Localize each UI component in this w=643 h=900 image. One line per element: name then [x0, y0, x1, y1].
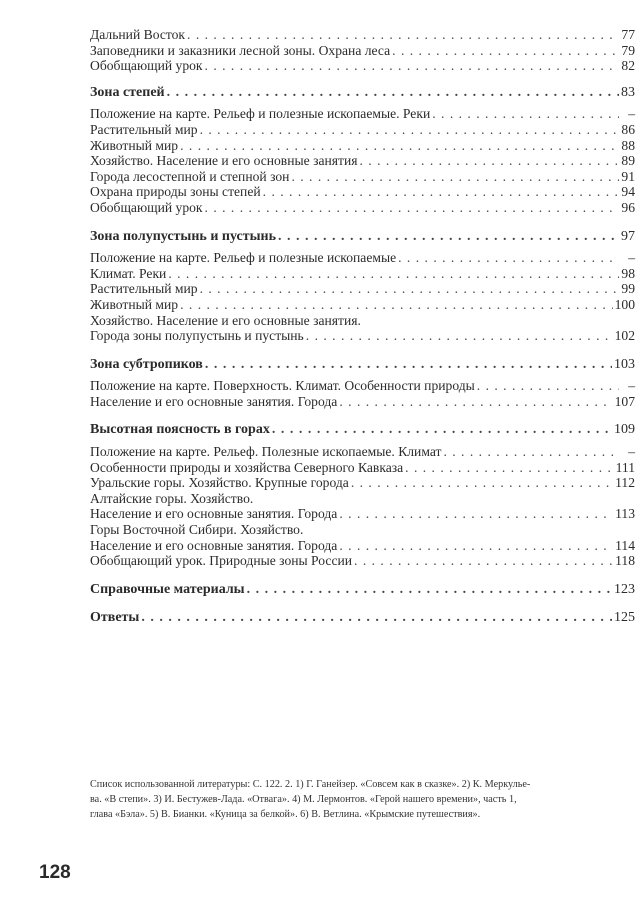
- toc-page-number: 89: [621, 153, 635, 169]
- bibliography-line: ва. «В степи». 3) И. Бестужев-Лада. «Отвага». 4) М. Лермонтов. «Герой нашего времени», часть 1,: [90, 794, 517, 805]
- toc-page-number: 125: [614, 610, 635, 626]
- toc-page-number: 91: [621, 168, 635, 184]
- toc-entry: [90, 506, 635, 522]
- toc-label: Справочные материалы: [90, 581, 245, 597]
- toc-page-number: 113: [615, 506, 635, 522]
- toc-label: Дальний Восток: [90, 27, 186, 42]
- dot-leader: [291, 169, 619, 185]
- toc-label: Особенности природы и хозяйства Северного Кавказа: [90, 459, 404, 475]
- dot-leader: [354, 553, 613, 569]
- toc-label: Горы Восточной Сибири. Хозяйство.: [90, 522, 304, 538]
- toc-page-number: 102: [614, 328, 635, 344]
- toc-label: Хозяйство. Население и его основные занятия: [90, 153, 358, 169]
- dot-leader: [359, 153, 619, 169]
- toc-page-number: 109: [614, 422, 635, 438]
- bibliography-note: [90, 777, 635, 822]
- dot-leader: [187, 27, 619, 43]
- toc-entry: [90, 27, 635, 43]
- toc-label: Население и его основные занятия. Города: [90, 537, 338, 553]
- toc-page-number: –: [628, 378, 635, 394]
- dot-leader: [272, 422, 612, 438]
- bibliography-line: глава «Бэла». 5) В. Бианки. «Куница за белкой». 6) В. Ветлина. «Крымские путешествия».: [90, 809, 481, 820]
- toc-entry: [90, 43, 635, 59]
- toc-entry: [90, 250, 635, 266]
- dot-leader: [339, 538, 613, 554]
- toc-label: Ответы: [90, 610, 140, 626]
- dot-leader: [205, 58, 619, 74]
- dot-leader: [398, 250, 619, 266]
- dot-leader: [247, 582, 612, 598]
- dot-leader: [141, 610, 612, 626]
- toc-page-number: –: [628, 250, 635, 266]
- toc-page-number: 111: [615, 459, 635, 475]
- toc-page-number: 123: [614, 581, 635, 597]
- toc-reference-materials: [90, 582, 635, 598]
- dot-leader: [200, 122, 619, 138]
- dot-leader: [180, 138, 619, 154]
- toc-entry: [90, 460, 635, 476]
- toc-page-number: 112: [615, 475, 635, 491]
- toc-entry: [90, 138, 635, 154]
- toc-label: Обобщающий урок. Природные зоны России: [90, 553, 353, 569]
- toc-label: Зона субтропиков: [90, 356, 203, 372]
- toc-label: Растительный мир: [90, 121, 198, 137]
- dot-leader: [432, 106, 619, 122]
- dot-leader: [278, 229, 619, 245]
- toc-page-number: 96: [621, 199, 635, 215]
- toc-label: Заповедники и заказники лесной зоны. Охрана леса: [90, 42, 391, 58]
- dot-leader: [306, 328, 613, 344]
- toc-page-number: 97: [621, 228, 635, 244]
- toc-page-number: 107: [614, 393, 635, 409]
- toc-entry: [90, 297, 635, 313]
- bibliography-line: Список использованной литературы: С. 122. 2. 1) Г. Ганейзер. «Совсем как в сказке». 2) К. Меркулье-: [90, 779, 531, 790]
- toc-entry: [90, 553, 635, 569]
- dot-leader: [351, 475, 613, 491]
- toc-section-mountains: [90, 422, 635, 568]
- toc-page-number: 94: [621, 184, 635, 200]
- toc-page-number: –: [628, 106, 635, 122]
- dot-leader: [405, 460, 613, 476]
- toc-section-title: [90, 422, 635, 438]
- toc-label: Уральские горы. Хозяйство. Крупные города: [90, 475, 349, 491]
- toc-entry: [90, 378, 635, 394]
- dot-leader: [167, 85, 619, 101]
- toc-entry: [90, 58, 635, 74]
- toc-entry: [90, 169, 635, 185]
- toc-entry: [90, 538, 635, 554]
- toc-label: Растительный мир: [90, 281, 198, 297]
- dot-leader: [477, 378, 619, 394]
- dot-leader: [443, 444, 619, 460]
- toc-section-subtropics: [90, 357, 635, 410]
- toc-label: Положение на карте. Поверхность. Климат. Особенности природы: [90, 378, 475, 394]
- toc-page-number: 98: [621, 265, 635, 281]
- table-of-contents: [90, 27, 635, 626]
- toc-label: Города лесостепной и степной зон: [90, 168, 290, 184]
- toc-page-number: 103: [614, 356, 635, 372]
- toc-label: Животный мир: [90, 137, 179, 153]
- toc-page-number: 83: [621, 84, 635, 100]
- toc-page-number: 79: [621, 42, 635, 58]
- dot-leader: [205, 200, 619, 216]
- toc-label: Алтайские горы. Хозяйство.: [90, 490, 254, 506]
- toc-page-number: 82: [621, 58, 635, 74]
- toc-page-number: –: [628, 444, 635, 460]
- toc-page-number: 77: [621, 27, 635, 42]
- toc-page-number: 88: [621, 137, 635, 153]
- toc-section-title: [90, 85, 635, 101]
- toc-label: Население и его основные занятия. Города: [90, 506, 338, 522]
- toc-entry: [90, 444, 635, 460]
- toc-label: Климат. Реки: [90, 265, 167, 281]
- toc-entry: [90, 184, 635, 200]
- toc-page-number: 114: [615, 537, 635, 553]
- toc-entry: [90, 122, 635, 138]
- dot-leader: [205, 357, 612, 373]
- dot-leader: [263, 184, 619, 200]
- toc-label: Обобщающий урок: [90, 199, 203, 215]
- toc-label: Положение на карте. Рельеф. Полезные ископаемые. Климат: [90, 444, 442, 460]
- toc-label: Хозяйство. Население и его основные занятия.: [90, 312, 361, 328]
- toc-entry: [90, 475, 635, 491]
- dot-leader: [339, 394, 612, 410]
- toc-label: Положение на карте. Рельеф и полезные ископаемые. Реки: [90, 106, 431, 122]
- toc-entry: [90, 491, 635, 507]
- toc-page-number: 86: [621, 121, 635, 137]
- toc-label: Зона степей: [90, 84, 165, 100]
- toc-section-title: [90, 357, 635, 373]
- toc-intro-group: [90, 27, 635, 74]
- toc-entry: [90, 266, 635, 282]
- toc-entry: [90, 153, 635, 169]
- toc-entry: [90, 522, 635, 538]
- toc-label: Население и его основные занятия. Города: [90, 393, 338, 409]
- dot-leader: [392, 43, 619, 59]
- toc-label: Высотная поясность в горах: [90, 422, 270, 438]
- dot-leader: [200, 281, 619, 297]
- toc-answers: [90, 610, 635, 626]
- dot-leader: [339, 506, 613, 522]
- toc-entry: [90, 281, 635, 297]
- toc-section-semidesert: [90, 229, 635, 344]
- toc-entry: [90, 328, 635, 344]
- toc-label: Зона полупустынь и пустынь: [90, 228, 277, 244]
- dot-leader: [168, 266, 619, 282]
- toc-page-number: 99: [621, 281, 635, 297]
- toc-label: Охрана природы зоны степей: [90, 184, 261, 200]
- toc-entry: [90, 394, 635, 410]
- toc-page-number: 100: [614, 296, 635, 312]
- toc-page-number: 118: [615, 553, 635, 569]
- toc-label: Животный мир: [90, 296, 179, 312]
- toc-label: Положение на карте. Рельеф и полезные ископаемые: [90, 250, 397, 266]
- toc-label: Обобщающий урок: [90, 58, 203, 74]
- page-number: 128: [39, 862, 71, 883]
- dot-leader: [180, 297, 613, 313]
- toc-section-title: [90, 229, 635, 245]
- toc-label: Города зоны полупустынь и пустынь: [90, 328, 304, 344]
- toc-section-steppe: [90, 85, 635, 216]
- toc-entry: [90, 200, 635, 216]
- toc-entry: [90, 106, 635, 122]
- toc-entry: [90, 313, 635, 329]
